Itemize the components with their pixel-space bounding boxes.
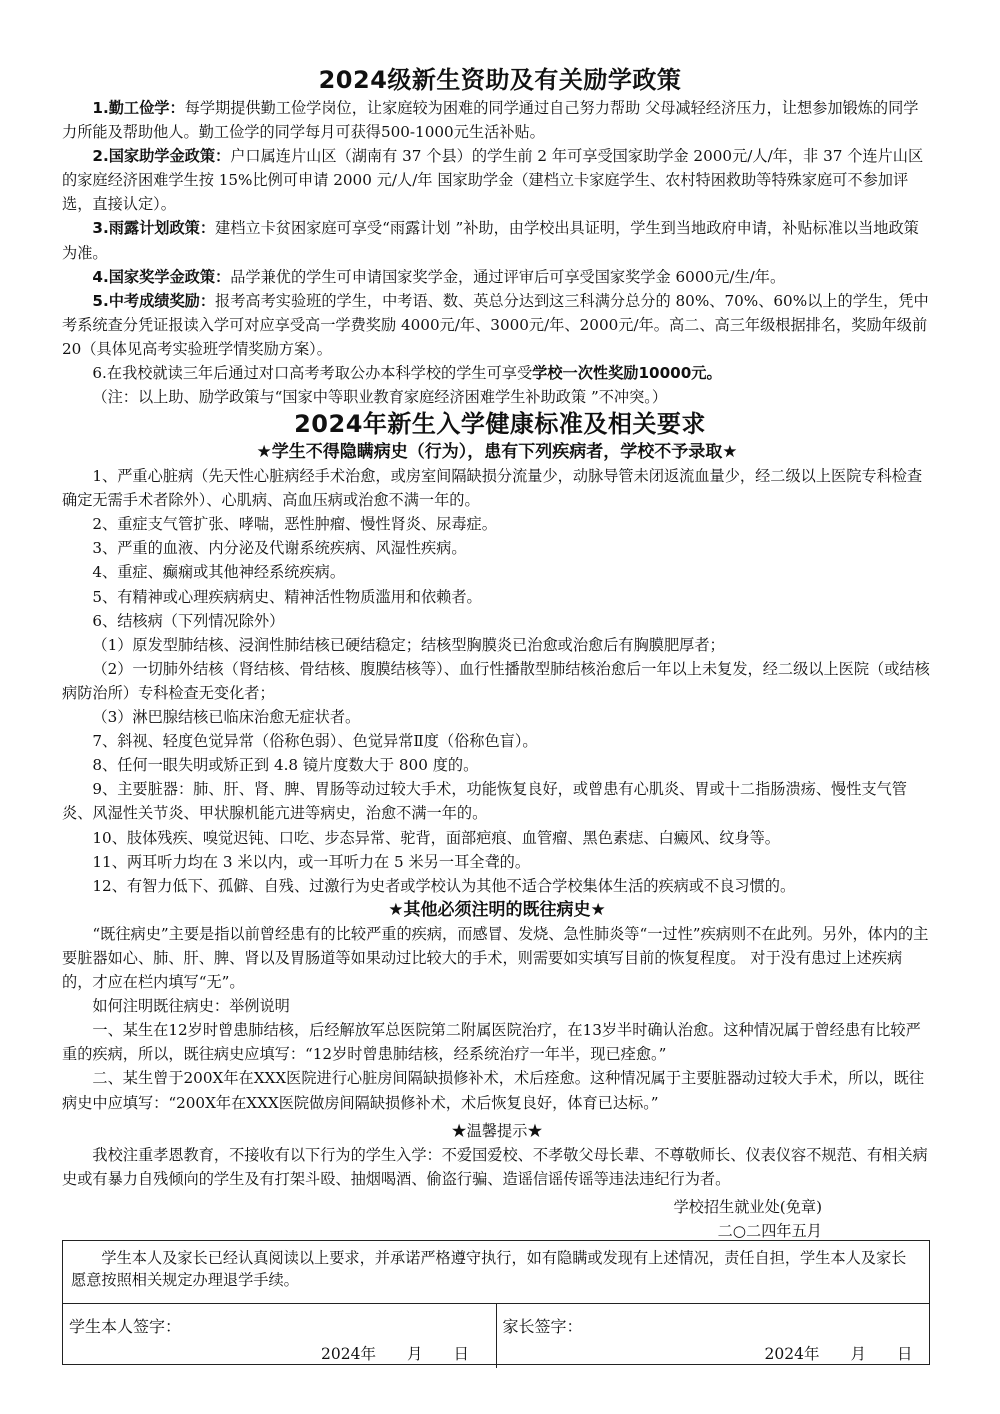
policy-item-3: 3.雨露计划政策：建档立卡贫困家庭可享受“雨露计划 ”补助，由学校出具证明，学生到当地政府申请，补贴标准以当地政策为准。	[62, 219, 919, 262]
disease-subitem: （2）一切肺外结核（肾结核、骨结核、腹膜结核等）、血行性播散型肺结核治愈后一年以上未复发，经二级以上医院（或结核病防治所）专科检查无变化者；	[62, 659, 930, 702]
parent-sign-date: 2024年 月 日	[764, 1345, 913, 1363]
policy-note: （注：以上助、励学政策与“国家中等职业教育家庭经济困难学生补助政策 ”不冲突。）	[92, 388, 668, 407]
student-signature-label: 学生本人签字：	[69, 1317, 182, 1336]
history-example: 二、某生曾于200X年在XXX医院进行心脏房间隔缺损修补术，术后痊愈。这种情况属于主要脏器动过较大手术，所以，既往病史中应填写：“200X年在XXX医院做房间隔缺损修补术，术后恢复良好，体育已达标。”	[62, 1069, 925, 1112]
disease-item: 12、有智力低下、孤僻、自残、过激行为史者或学校认为其他不适合学校集体生活的疾病或不良习惯的。	[92, 876, 796, 895]
issue-date: 二○二四年五月	[717, 1222, 822, 1240]
tips-title: ★温馨提示★	[451, 1121, 543, 1140]
disease-subitem: （3）淋巴腺结核已临床治愈无症状者。	[92, 708, 361, 727]
health-section	[62, 440, 932, 1243]
disease-item: 5、有精神或心理疾病病史、精神活性物质滥用和依赖者。	[92, 587, 482, 606]
parent-signature-label: 家长签字：	[502, 1317, 583, 1336]
policy-item-6: 6.在我校就读三年后通过对口高考考取公办本科学校的学生可享受学校一次性奖励10000元。	[92, 364, 722, 383]
policy-item-5: 5.中考成绩奖励：报考高考实验班的学生，中考语、数、英总分达到这三科满分总分的 80%、70%、60%以上的学生，凭中考系统查分凭证报读入学可对应享受高一学费奖励 4000元/年、3000元/年、2000元/年。高二、高三年级根据排名，奖励年级前20（具体见高考实验班学情奖励方案）。	[62, 291, 929, 358]
signature-row	[63, 1304, 929, 1368]
history-subtitle: ★其他必须注明的既往病史★	[388, 899, 606, 920]
commitment-text: 学生本人及家长已经认真阅读以上要求，并承诺严格遵守执行，如有隐瞒或发现有上述情况，责任自担，学生本人及家长愿意按照相关规定办理退学手续。	[63, 1241, 929, 1304]
disease-item: 9、主要脏器：肺、肝、肾、脾、胃肠等动过较大手术，功能恢复良好，或曾患有心肌炎、胃或十二指肠溃疡、慢性支气管炎、风湿性关节炎、甲状腺机能亢进等病史，治愈不满一年的。	[62, 780, 907, 823]
student-signature-cell[interactable]	[63, 1304, 497, 1368]
disease-item: 4、重症、癫痫或其他神经系统疾病。	[92, 563, 346, 582]
policy-item-1: 1.勤工俭学：每学期提供勤工俭学岗位，让家庭较为困难的同学通过自己努力帮助 父母减轻经济压力，让想参加锻炼的同学力所能及帮助他人。勤工俭学的同学每月可获得500-1000元生活补贴。	[62, 99, 919, 142]
policy-section	[62, 96, 932, 409]
disease-item: 11、两耳听力均在 3 米以内，或一耳听力在 5 米另一耳全聋的。	[92, 852, 531, 871]
commitment-box	[62, 1240, 930, 1365]
disease-item: 10、肢体残疾、嗅觉迟钝、口吃、步态异常、驼背，面部疤痕、血管瘤、黑色素痣、白癜风、纹身等。	[92, 828, 780, 847]
disease-item: 6、结核病（下列情况除外）	[92, 611, 285, 630]
student-sign-date: 2024年 月 日	[321, 1345, 469, 1363]
history-paragraph: 如何注明既往病史：举例说明	[92, 997, 290, 1016]
parent-signature-cell[interactable]	[497, 1304, 930, 1368]
tips-text: 我校注重孝恩教育，不接收有以下行为的学生入学：不爱国爱校、不孝敬父母长辈、不尊敬师长、仪表仪容不规范、有相关病史或有暴力自残倾向的学生及有打架斗殴、抽烟喝酒、偷盗行骗、造谣信谣传谣等违法违纪行为者。	[62, 1145, 928, 1188]
disease-item: 7、斜视、轻度色觉异常（俗称色弱）、色觉异常Ⅱ度（俗称色盲）。	[92, 732, 538, 751]
policy-item-2: 2.国家助学金政策：户口属连片山区（湖南有 37 个县）的学生前 2 年可享受国家助学金 2000元/人/年，非 37 个连片山区的家庭经济困难学生按 15%比例可申请 2000 元/人/年 国家助学金（建档立卡家庭学生、农村特困救助等特殊家庭可不参加评选，直接认定）。	[62, 147, 924, 214]
issuer: 学校招生就业处(免章)	[673, 1197, 822, 1216]
disease-item: 8、任何一眼失明或矫正到 4.8 镜片度数大于 800 度的。	[92, 756, 479, 775]
policy-item-4: 4.国家奖学金政策：品学兼优的学生可申请国家奖学金，通过评审后可享受国家奖学金 6000元/生/年。	[92, 267, 786, 286]
disease-item: 2、重症支气管扩张、哮喘，恶性肿瘤、慢性肾炎、尿毒症。	[92, 515, 497, 534]
disease-item: 3、严重的血液、内分泌及代谢系统疾病、风湿性疾病。	[92, 539, 467, 558]
disease-subitem: （1）原发型肺结核、浸润性肺结核已硬结稳定；结核型胸膜炎已治愈或治愈后有胸膜肥厚者；	[92, 635, 725, 654]
history-paragraph: “既往病史”主要是指以前曾经患有的比较严重的疾病，而感冒、发烧、急性肺炎等“一过性”疾病则不在此列。另外，体内的主要脏器如心、肺、肝、脾、肾以及胃肠道等如果动过比较大的手术，则需要如实填写目前的恢复程度。 对于没有患过上述疾病的，才应在栏内填写“无”。	[62, 924, 929, 992]
disease-item: 1、严重心脏病（先天性心脏病经手术治愈，或房室间隔缺损分流量少，动脉导管未闭返流血量少，经二级以上医院专科检查确定无需手术者除外）、心肌病、高血压病或治愈不满一年的。	[62, 467, 923, 510]
health-subtitle: ★学生不得隐瞒病史（行为），患有下列疾病者，学校不予录取★	[256, 442, 738, 462]
policy-title: 2024级新生资助及有关励学政策	[318, 66, 682, 94]
history-example: 一、某生在12岁时曾患肺结核，后经解放军总医院第二附属医院治疗，在13岁半时确认治愈。这种情况属于曾经患有比较严重的疾病，所以，既往病史应填写：“12岁时曾患肺结核，经系统治疗一年半，现已痊愈。”	[62, 1021, 921, 1064]
health-title: 2024年新生入学健康标准及相关要求	[294, 410, 706, 438]
